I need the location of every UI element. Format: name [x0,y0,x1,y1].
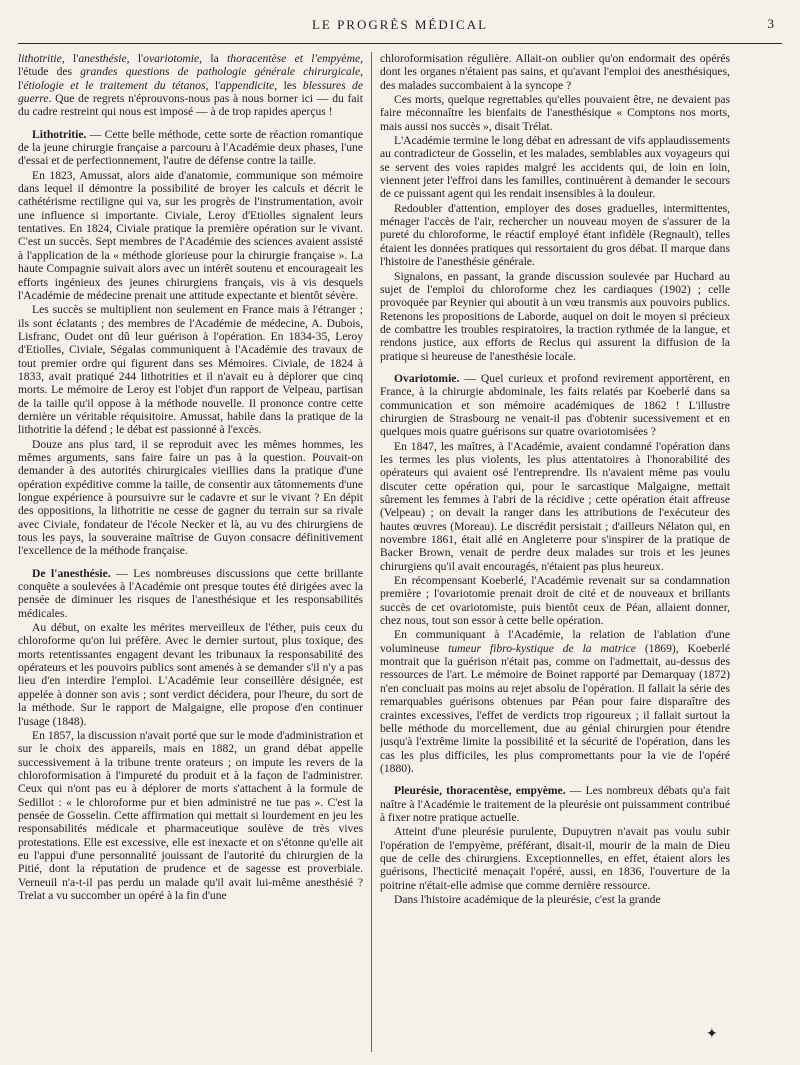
fleuron-ornament: ✦ [706,1026,718,1042]
intro-text: , la [199,52,228,65]
paragraph: Redoubler d'attention, employer des doses graduelles, intermittentes, ménager l'accès de l'air, rechercher un nouveau moyen de s'assurer de la pureté du chloroforme, le réactif employé étant infidèle (Regnault), telles étaient les données pratiques qui ressortaient du gros débat. Il marque dans l'histoire de l'anesthésie générale. [380,201,730,269]
paragraph: Douze ans plus tard, il se reproduit avec les mêmes hommes, les mêmes arguments, sans faire faire un pas à la question. Pouvait-on demander à des autorités chirurgicales vieillies dans la pratique d'une opération expéditive comme la taille, de consentir aux tâtonnements d'une longue expérience à poursuivre sur le cadavre et sur le vivant ? En dépit des oppositions, la lithotritie ne cesse de gagner du terrain sur sa rivale avec Civiale, fondateur de l'école Necker et là, au vu des chirurgiens de tous les pays, la souveraine maîtrise de Guyon consacre définitivement l'excellence de la méthode française. [18,437,363,558]
column-divider [371,52,372,1052]
paragraph: L'Académie termine le long débat en adressant de vifs applaudissements au contradicteur de Gosselin, et les malades, semblables aux voyageurs qui se servent des voies rapides malgré les accidents qui, de loin en loin, viennent jeter l'effroi dans les familles, continuèrent à demander le secours de ce puissant agent qui les rendait insensibles à la douleur. [380,134,730,201]
journal-title: LE PROGRÈS MÉDICAL [311,17,489,32]
header-rule [18,43,782,44]
left-column [18,52,363,1052]
paragraph: Ces morts, quelque regrettables qu'elles pouvaient être, ne devaient pas faire méconnaître les bienfaits de l'anesthésique « Comptons nos morts, mais aussi nos succès », disait Trélat. [380,93,730,133]
paragraph [380,628,730,775]
lithotritie-paragraph [18,128,363,168]
section-heading-lithotritie: Lithotritie. [32,127,87,141]
paragraph-text: — Cette belle méthode, cette sorte de réaction romantique de la jeune chirurgie française a parcouru à l'Académie deux phases, l'une d'essai et de perfectionnement, l'autre de défense contre la taille. [18,127,363,168]
intro-term: appendicite [220,78,275,92]
section-heading-pleuresie: Pleurésie, thoracentèse, empyème. [394,784,566,798]
ovariotomie-paragraph [380,372,730,439]
paragraph: En récompensant Koeberlé, l'Académie revenait sur sa condamnation première ; l'ovariotomie prenait droit de cité et de nouveaux et brillants succès de cet ovariotomiste, puis bientôt ceux de Péan, allaient donner, chez nous, tout son essor à cette belle opération. [380,574,730,628]
intro-term: étiologie et le traitement du tétanos [23,78,206,92]
intro-term: grandes questions de pathologie générale chirurgicale [80,65,361,79]
paragraph-text: — Quel curieux et profond revirement apportèrent, en France, à la chirurgie abdominale, les faits relatés par Koeberlé dans sa communication et son mémoire académiques de 1862 ! L'illustre chirurgien de Strasbourg ne venait-il pas d'obtenir sucessivement et en quelques mois quatre guérisons sur quatre ovariotomisées ? [380,371,730,439]
paragraph: Atteint d'une pleurésie purulente, Dupuytren n'avait pas voulu subir l'opération de l'empyème, préférant, disait-il, mourir de la main de Dieu que de celle des chirurgiens. Exceptionnelles, en effet, étaient alors les guérisons, l'hecticité menaçait l'opéré, aussi, en 1836, l'ouverture de la poitrine n'était-elle admise que comme dernière ressource. [380,825,730,892]
intro-term: thoracentèse et l'empyème [227,52,361,65]
paragraph: En 1857, la discussion n'avait porté que sur le mode d'administration et sur le choix des appareils, mais en 1882, un grand débat appelle successivement à la tribune trente orateurs ; on impute les revers de la chloroformisation à l'impureté du produit et à la façon de l'administrer. Ceux qui n'ont pas eu à déplorer de morts s'attachent à la formule de Sedillot : « le chloroforme pur et bien administré ne tue pas ». C'est la pensée de Gosselin. Cette affirmation qui mettait si lourdement en jeu les responsabilités médicale et pharmaceutique soulève de très vives protestations. Elle est excessive, elle est inexacte et on s'étonne qu'elle ait eu l'appui d'une personnalité jouissant de l'autorité du chirurgien de la Pitié, dont la réputation de prudence et de sagesse est proverbiale. Verneuil n'a-t-il pas perdu un malade qu'il avait lui-même anesthésié ? Trelat a vu succomber un opéré à la fin d'une [18,728,363,902]
intro-text: , l' [205,78,221,92]
intro-text: , l' [126,52,144,65]
paragraph: Au début, on exalte les mérites merveilleux de l'éther, puis ceux du chloroforme qu'on lui préfère. Avec le dernier surtout, plus toxique, des morts retentissantes engagent devant les tribunaux la responsabilité des opérateurs et les pouvoirs publics sont amenés à se demander s'il n'y a pas lieu d'en interdire l'emploi. L'Académie leur conseillère désignée, est appelée à donner son avis ; sont verdict décidera, pour l'heure, du sort de la méthode. Sur le rapport de Malgaigne, elle propose d'en continuer l'usage (1848). [18,621,363,728]
page-number: 3 [767,16,774,31]
paragraph: chloroformisation régulière. Allait-on oublier qu'on endormait des opérés dont les organes n'étaient pas sains, et qu'avant l'emploi des anesthésiques, des malades succombaient à la syncope ? [380,52,730,92]
intro-term: anesthésie [78,52,127,65]
paragraph-text: — Les nombreux débats qu'a fait naître à l'Académie le traitement de la pleurésie ont puissamment contribué à fixer notre pratique actuelle. [380,784,730,824]
right-column [380,52,730,1052]
intro-text: , l' [18,65,363,92]
intro-term: blessures de guerre [18,78,363,106]
running-header [18,14,782,36]
paragraph-text: — Les nombreuses discussions que cette brillante conquête a soulevées à l'Académie ont presque toutes été dirigées avec la pensée de diminuer les risques de l'anesthésique et les responsabilités médicales. [18,566,363,620]
intro-text: , l' [61,52,79,65]
section-heading-anesthesie: De l'anesthésie. [32,566,111,580]
section-heading-ovariotomie: Ovariotomie. [394,371,460,385]
intro-text: , l'étude des [18,52,363,79]
paragraph-text: (1869), Koeberlé montrait que la guérison n'était pas, comme on l'admettait, au-dessus des ressources de l'art. Le mémoire de Boinet rapporté par Demarquay (1872) n'en concluait pas moins au rejet absolu de l'opération. Il fallait la série des remarquables guérisons obtenues par Péan pour faire disparaître des craintes excessives, l'effet de verdicts trop rigoureux ; il fallait surtout la belle méthode du morcellement, due au génial chirurgien pour étendre jusqu'à l'extrême limite la possibilité et la sécurité de l'opération, dans les cas les plus difficiles, les plus compromettants pour la vie de l'opéré (1880). [380,641,730,775]
paragraph: Dans l'histoire académique de la pleurésie, c'est la grande [394,892,661,906]
pleuresie-paragraph [380,784,730,824]
paragraph-text: En communiquant à l'Académie, la relation de l'ablation d'une volumineuse [380,628,730,655]
italic-term: tumeur fibro-kystique de la matrice [448,641,636,655]
paragraph: En 1823, Amussat, alors aide d'anatomie, communique son mémoire dans lequel il démontre la possibilité de broyer les calculs et décrit le cathétérisme rectiligne qui va, sur les progrès de l'instrumentation, avoir une influence si importante. Civiale, Leroy d'Etiolles signalent leurs tentatives. En 1824, Civiale pratique la première opération sur le vivant. C'est un succès. Sept membres de l'Académie des sciences avaient assisté à l'application de la « méthode glorieuse pour la chirurgie française ». La haute Compagnie suivait alors avec un intérêt soutenu et encourageait les efforts ingénieux des jeunes chirurgiens français, vis à vis desquels l'Académie de médecine prenait une attitude expectante et bientôt sévère. [18,168,363,302]
anesthesie-paragraph [18,567,363,620]
intro-term: ovariotomie [143,52,200,65]
paragraph: Signalons, en passant, la grande discussion soulevée par Huchard au sujet de l'emploi du chloroforme chez les cardiaques (1902) ; celle provoquée par Reynier qui aboutit à un vœu transmis aux pouvoirs publics. Retenons les propositions de Laborde, auquel on doit le moyen si précieux de combattre les troubles respiratoires, la traction rythmée de la langue, et rendons justice, aux efforts de Reclus qui assurent la diffusion de la pratique si heureuse de l'anesthésie locale. [380,269,730,363]
intro-text: , les [274,78,303,92]
intro-paragraph [18,52,363,119]
paragraph: En 1847, les maîtres, à l'Académie, avaient condamné l'opération dans les termes les plus violents, les plus attentatoires à l'honorabilité des opérateurs qui avaient osé l'entreprendre. Ils n'avaient même pas voulu discuter cette opération qui, pour le sarcastique Malgaigne, mettait sûrement les femmes à l'abri de la récidive ; cette opération était affreuse (Velpeau) ; on devait la ranger dans les attributions de l'exécuteur des hautes œuvres (Moreau). Le discrédit persistait ; d'ailleurs Nélaton qui, en novembre 1861, était allé en Angleterre pour s'inspirer de la pratique de Backer Brown, venait de perdre deux malades sur trois et les jeunes chirurgiens qu'il avait encouragés, n'étaient pas plus heureux. [380,439,730,573]
intro-term: lithotritie [18,52,62,65]
intro-text: . Que de regrets n'éprouvons-nous pas à nous borner ici — du fait du cadre restreint qui nous est imposé — à de trop rapides aperçus ! [18,92,363,119]
paragraph: Les succès se multiplient non seulement en France mais à l'étranger ; ils sont éclatants ; des membres de l'Académie de médecine, A. Dubois, Lisfranc, Oudet ont dû leur guérison à l'opération. En 1834-35, Leroy d'Etiolles, Civiale, Ségalas communiquent à l'Académie des travaux de tout premier ordre qui figurent dans ses Mémoires. Civiale, de 1824 à 1833, avait pratiqué 244 lithotrities et il n'avait eu à déplorer que cinq morts. Le mémoire de Leroy est l'objet d'un rapport de Velpeau, partisan de la taille qu'il oppose à la méthode nouvelle. Il prononce contre cette dernière un véritable réquisitoire. Amussat, habile dans la pratique de la lithotritie la défend ; le débat est passionné à l'excès. [18,303,363,437]
